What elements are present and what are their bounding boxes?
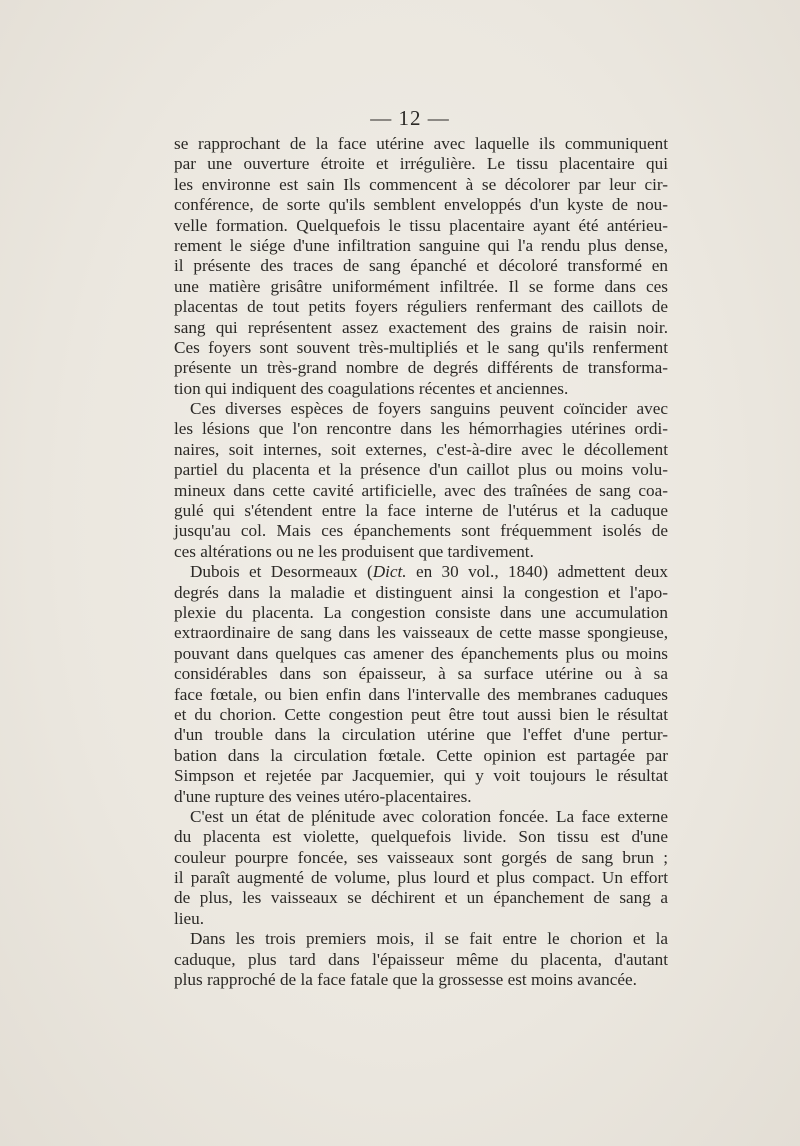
text-line: du placenta est violette, quelquefois livide. Son tissu est d'une <box>174 827 668 847</box>
body-text <box>174 134 668 990</box>
text-line: placentas de tout petits foyers réguliers renfermant des caillots de <box>174 297 668 317</box>
text-line: bation dans la circulation fœtale. Cette opinion est partagée par <box>174 745 668 765</box>
text-line: il paraît augmenté de volume, plus lourd et plus compact. Un effort <box>174 868 668 888</box>
text-line: lieu. <box>174 908 205 928</box>
paragraph <box>174 134 668 399</box>
text-line: mineux dans cette cavité artificielle, avec des traînées de sang coa- <box>174 480 668 500</box>
text-line: considérables dans son épaisseur, à sa surface utérine ou à sa <box>174 664 668 684</box>
text-line: sang qui représentent assez exactement des grains de raisin noir. <box>174 317 668 337</box>
paragraph <box>174 562 668 807</box>
text-line: il présente des traces de sang épanché et décoloré transformé en <box>174 256 668 276</box>
text-line: gulé qui s'étendent entre la face interne de l'utérus et la caduque <box>174 501 668 521</box>
text-line: C'est un état de plénitude avec coloration foncée. La face externe <box>190 806 668 826</box>
text-line: jusqu'au col. Mais ces épanchements sont fréquemment isolés de <box>174 521 668 541</box>
text-line: Ces diverses espèces de foyers sanguins peuvent coïncider avec <box>190 399 668 419</box>
text-line: plexie du placenta. La congestion consiste dans une accumulation <box>174 602 668 622</box>
text-line: pouvant dans quelques cas amener des épanchements plus ou moins <box>174 643 668 663</box>
text-line: couleur pourpre foncée, ses vaisseaux sont gorgés de sang brun ; <box>174 847 668 867</box>
text-line: une matière grisâtre uniformément infiltrée. Il se forme dans ces <box>174 276 668 296</box>
text-line: et du chorion. Cette congestion peut être tout aussi bien le résultat <box>174 704 668 724</box>
text-line: Ces foyers sont souvent très-multipliés et le sang qu'ils renferment <box>174 337 668 357</box>
paragraph <box>174 929 668 990</box>
text-line: par une ouverture étroite et irrégulière. Le tissu placentaire qui <box>174 154 668 174</box>
text-line: d'un trouble dans la circulation utérine que l'effet d'une pertur- <box>174 725 668 745</box>
text-line: caduque, plus tard dans l'épaisseur même du placenta, d'autant <box>174 949 668 969</box>
text-line: extraordinaire de sang dans les vaisseaux de cette masse spongieuse, <box>174 623 668 643</box>
text-line: les environne est sain Ils commencent à se décolorer par leur cir- <box>174 174 668 194</box>
paragraph <box>174 807 668 929</box>
text-line: se rapprochant de la face utérine avec laquelle ils communiquent <box>174 134 668 153</box>
text-line: degrés dans la maladie et distinguent ainsi la congestion et l'apo- <box>174 582 668 602</box>
text-line: conférence, de sorte qu'ils semblent enveloppés d'un kyste de nou- <box>174 195 668 215</box>
text-line: rement le siége d'une infiltration sanguine qui l'a rendu plus dense, <box>174 235 668 255</box>
text-line: de plus, les vaisseaux se déchirent et un épanchement de sang a <box>174 888 668 908</box>
italic-reference: Dict. <box>372 562 407 582</box>
text-line: Dans les trois premiers mois, il se fait entre le chorion et la <box>190 929 668 949</box>
text-line: face fœtale, ou bien enfin dans l'intervalle des membranes caduques <box>174 684 668 704</box>
text-line: partiel du placenta et la présence d'un caillot plus ou moins volu- <box>174 460 668 480</box>
text-line: les lésions que l'on rencontre dans les hémorrhagies utérines ordi- <box>174 419 668 439</box>
text-line: naires, soit internes, soit externes, c'est-à-dire avec le décollement <box>174 439 668 459</box>
text-line: Simpson et rejetée par Jacquemier, qui y voit toujours le résultat <box>174 766 668 786</box>
text-line: Dubois et Desormeaux (Dict. en 30 vol., 1840) admettent deux <box>190 562 668 582</box>
text-line: tion qui indiquent des coagulations récentes et anciennes. <box>174 378 569 398</box>
text-line: d'une rupture des veines utéro-placentaires. <box>174 786 472 806</box>
page-number: — 12 — <box>370 106 450 130</box>
text-line: plus rapproché de la face fatale que la grossesse est moins avancée. <box>174 970 637 990</box>
paragraph <box>174 399 668 562</box>
text-line: présente un très-grand nombre de degrés différents de transforma- <box>174 358 668 378</box>
text-line: ces altérations ou ne les produisent que tardivement. <box>174 541 534 561</box>
text-line: velle formation. Quelquefois le tissu placentaire ayant été antérieu- <box>174 215 668 235</box>
